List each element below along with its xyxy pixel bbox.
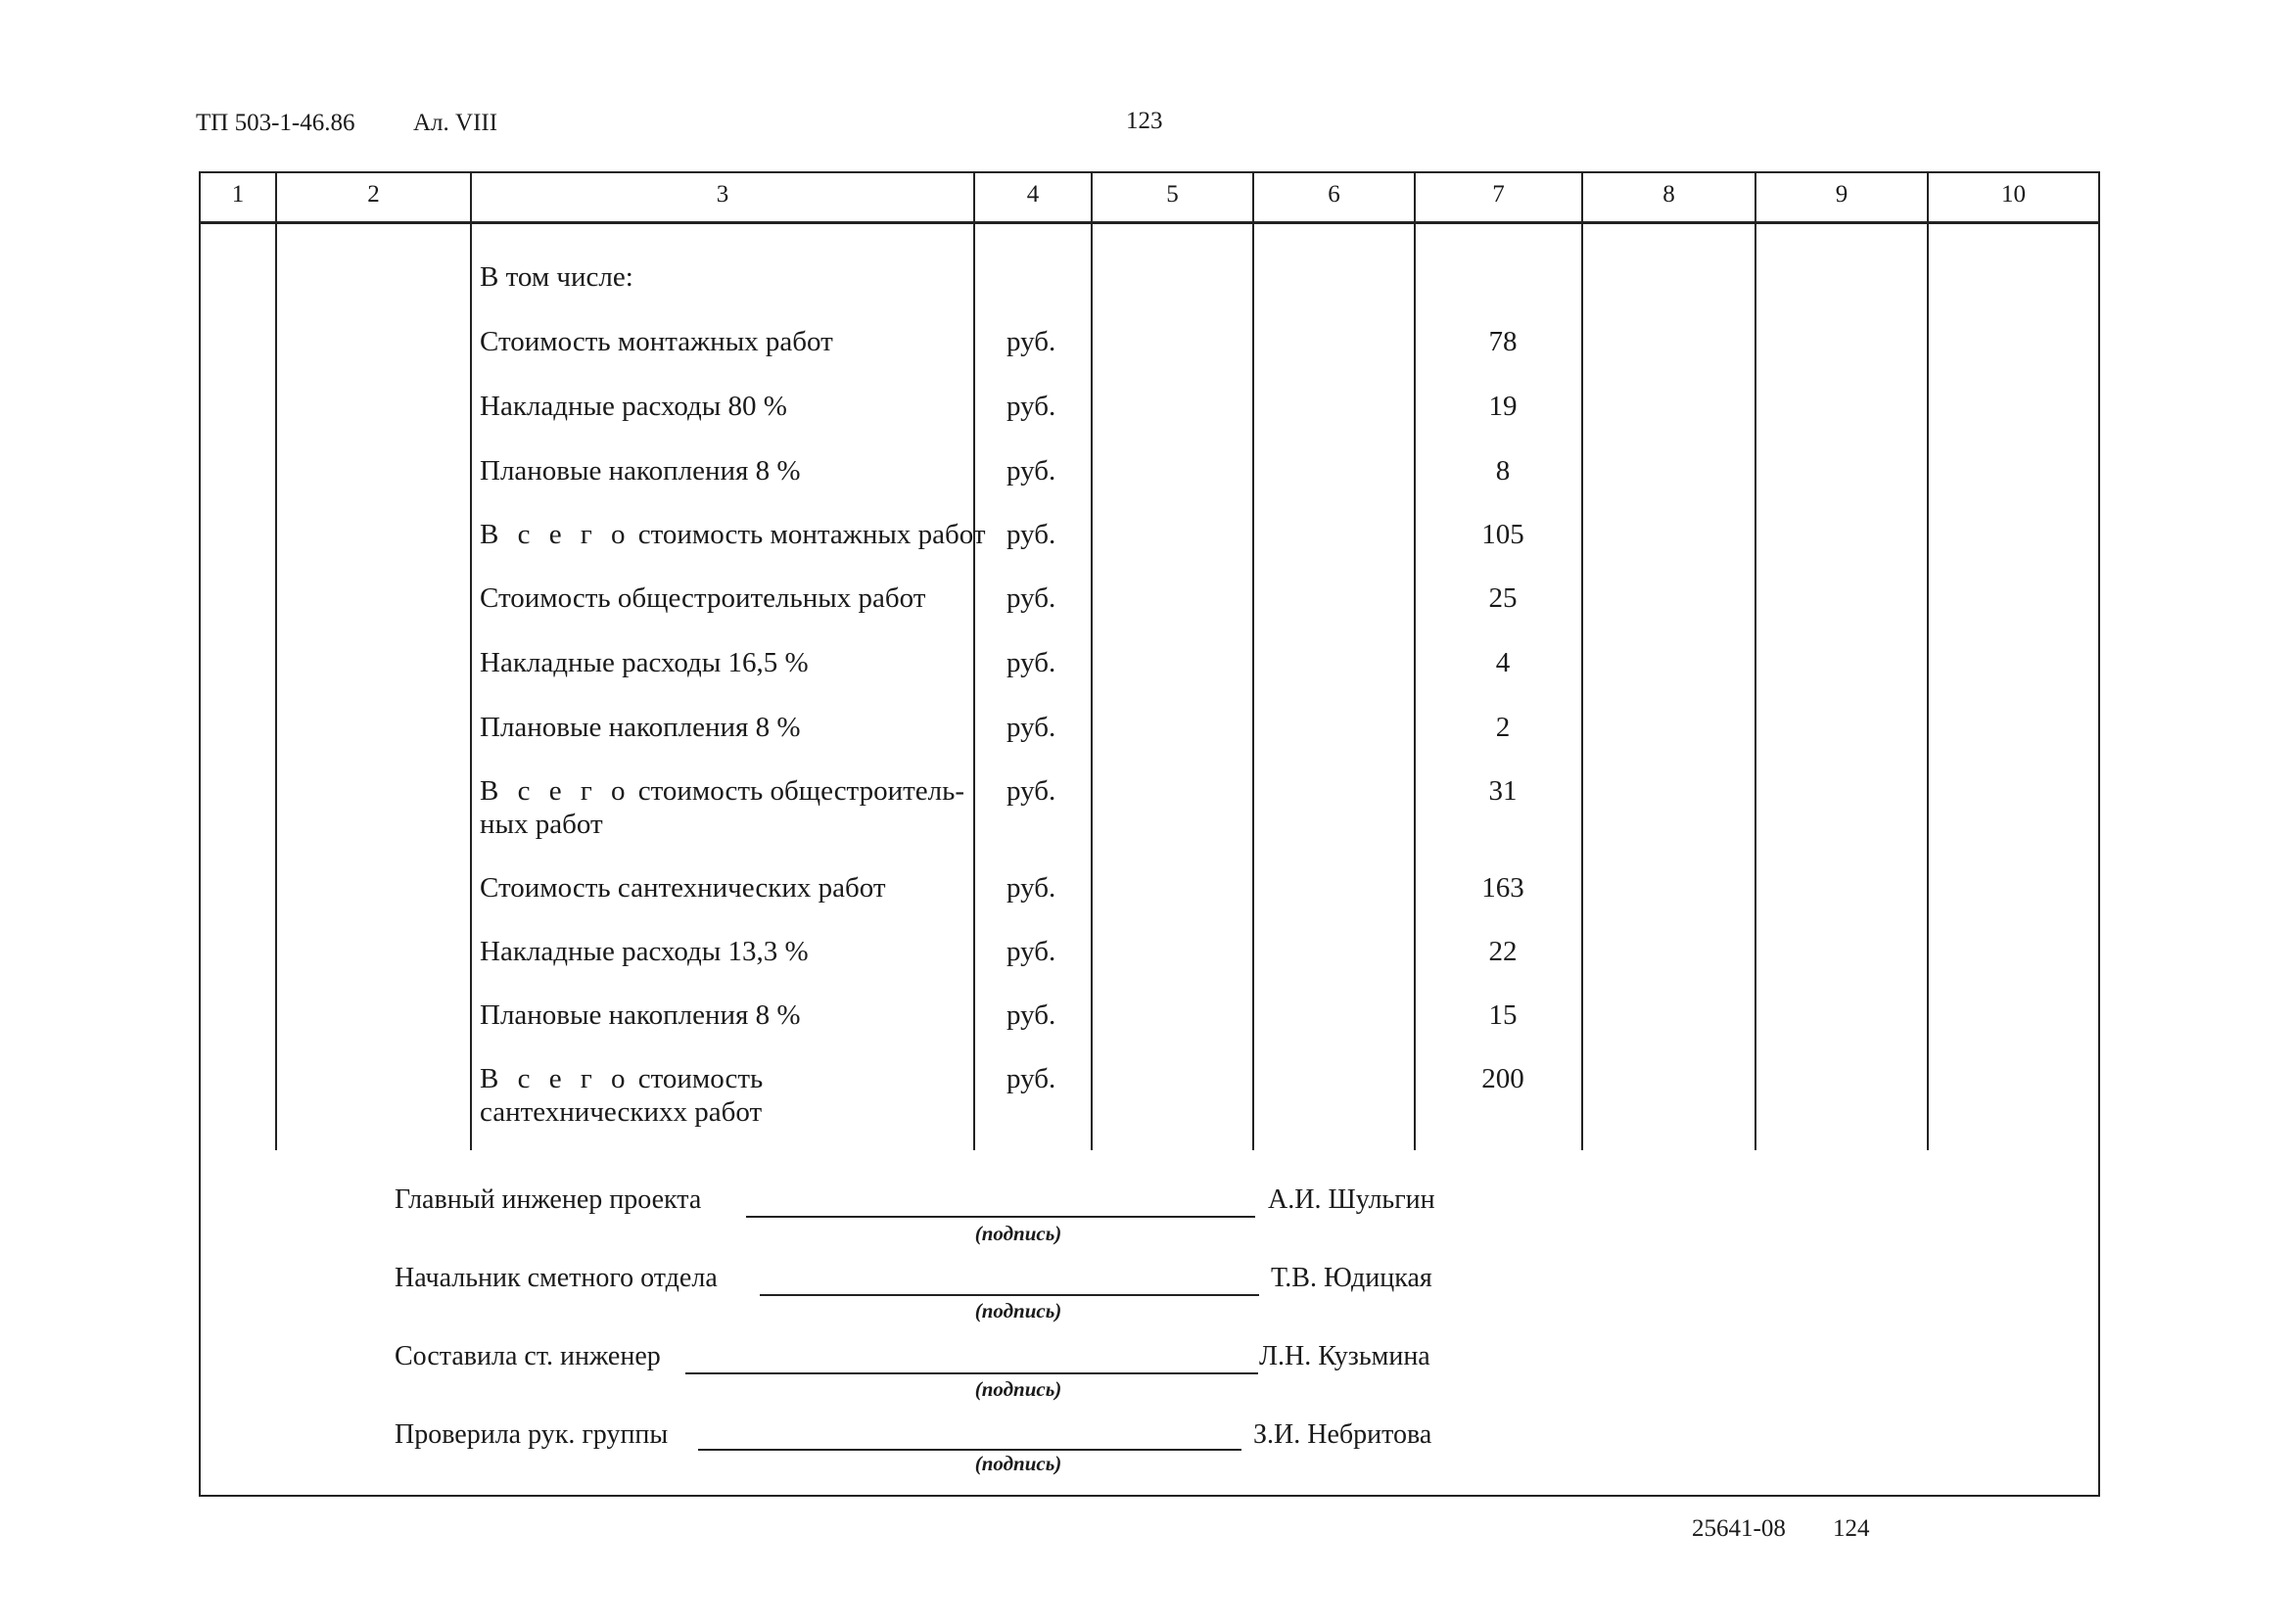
row-description: Стоимость сантехнических работ <box>480 872 886 904</box>
row-description: Стоимость общестроительных работ <box>480 582 926 614</box>
row-description: Накладные расходы 80 % <box>480 391 787 422</box>
row-value: 19 <box>1488 391 1518 422</box>
table-header-rule <box>199 221 2100 224</box>
column-divider <box>275 171 277 1150</box>
column-divider <box>470 171 472 1150</box>
total-prefix: В с е г о <box>480 519 632 550</box>
row-unit: руб. <box>1006 582 1056 614</box>
row-description: Плановые накопления 8 % <box>480 999 801 1031</box>
row-unit: руб. <box>1006 712 1056 743</box>
signature-line <box>698 1449 1241 1451</box>
document-number: 25641-08 <box>1692 1515 1786 1542</box>
row-description <box>480 774 969 841</box>
signature-role: Составила ст. инженер <box>395 1341 661 1371</box>
signature-name: Т.В. Юдицкая <box>1271 1263 1432 1293</box>
column-divider <box>1755 171 1756 1150</box>
column-number: 10 <box>2001 181 2026 208</box>
signature-name: А.И. Шульгин <box>1268 1184 1435 1215</box>
row-description: Накладные расходы 13,3 % <box>480 936 809 967</box>
column-number: 3 <box>716 181 729 208</box>
column-divider <box>1091 171 1093 1150</box>
row-unit: руб. <box>1006 999 1056 1031</box>
signature-caption: (подпись) <box>974 1452 1062 1475</box>
column-number: 6 <box>1328 181 1340 208</box>
column-divider <box>1927 171 1929 1150</box>
signature-name: Л.Н. Кузьмина <box>1259 1341 1430 1371</box>
row-description: Стоимость монтажных работ <box>480 326 833 357</box>
document-code: ТП 503-1-46.86 <box>196 110 355 136</box>
row-unit: руб. <box>1006 647 1056 678</box>
total-prefix: В с е г о <box>480 775 632 807</box>
total-prefix: В с е г о <box>480 1063 632 1094</box>
row-value: 31 <box>1488 775 1518 807</box>
column-number: 5 <box>1166 181 1179 208</box>
row-value: 8 <box>1495 455 1511 487</box>
row-value: 163 <box>1481 872 1524 904</box>
row-unit: руб. <box>1006 391 1056 422</box>
row-unit: руб. <box>1006 936 1056 967</box>
signature-role: Начальник сметного отдела <box>395 1263 718 1293</box>
column-divider <box>1414 171 1416 1150</box>
column-number: 2 <box>367 181 380 208</box>
signature-caption: (подпись) <box>974 1377 1062 1401</box>
column-number: 8 <box>1662 181 1675 208</box>
row-description: Накладные расходы 16,5 % <box>480 647 809 678</box>
signature-caption: (подпись) <box>974 1299 1062 1322</box>
column-number: 4 <box>1026 181 1040 208</box>
row-value: 200 <box>1481 1063 1524 1094</box>
column-number: 1 <box>231 181 245 208</box>
column-divider <box>973 171 975 1150</box>
row-value: 15 <box>1488 999 1518 1031</box>
row-description: В том числе: <box>480 261 633 293</box>
row-unit: руб. <box>1006 519 1056 550</box>
row-value: 2 <box>1495 712 1511 743</box>
signature-line <box>685 1372 1258 1374</box>
row-value: 78 <box>1488 326 1518 357</box>
column-divider <box>1581 171 1583 1150</box>
column-number: 7 <box>1492 181 1505 208</box>
album-number: Ал. VIII <box>413 110 498 136</box>
signature-line <box>746 1216 1255 1218</box>
row-description <box>480 1062 969 1129</box>
row-unit: руб. <box>1006 1063 1056 1094</box>
row-value: 22 <box>1488 936 1518 967</box>
row-value: 105 <box>1481 519 1524 550</box>
row-description-text: стоимость монтажных работ <box>637 519 986 550</box>
signature-line <box>760 1294 1259 1296</box>
signature-role: Главный инженер проекта <box>395 1184 702 1215</box>
row-unit: руб. <box>1006 872 1056 904</box>
signature-caption: (подпись) <box>974 1222 1062 1245</box>
row-description: Плановые накопления 8 % <box>480 455 801 487</box>
row-description-text: стоимость общестроитель-ных работ <box>480 775 965 840</box>
row-description-text: стоимость сантехническихх работ <box>480 1063 764 1128</box>
sheet-number: 124 <box>1833 1515 1870 1542</box>
row-value: 4 <box>1495 647 1511 678</box>
row-unit: руб. <box>1006 775 1056 807</box>
column-number: 9 <box>1835 181 1848 208</box>
row-description <box>480 518 986 551</box>
row-description: Плановые накопления 8 % <box>480 712 801 743</box>
row-unit: руб. <box>1006 326 1056 357</box>
signature-name: З.И. Небритова <box>1253 1419 1432 1450</box>
signature-role: Проверила рук. группы <box>395 1419 669 1450</box>
column-divider <box>1252 171 1254 1150</box>
page-number: 123 <box>1126 108 1163 134</box>
row-value: 25 <box>1488 582 1518 614</box>
row-unit: руб. <box>1006 455 1056 487</box>
